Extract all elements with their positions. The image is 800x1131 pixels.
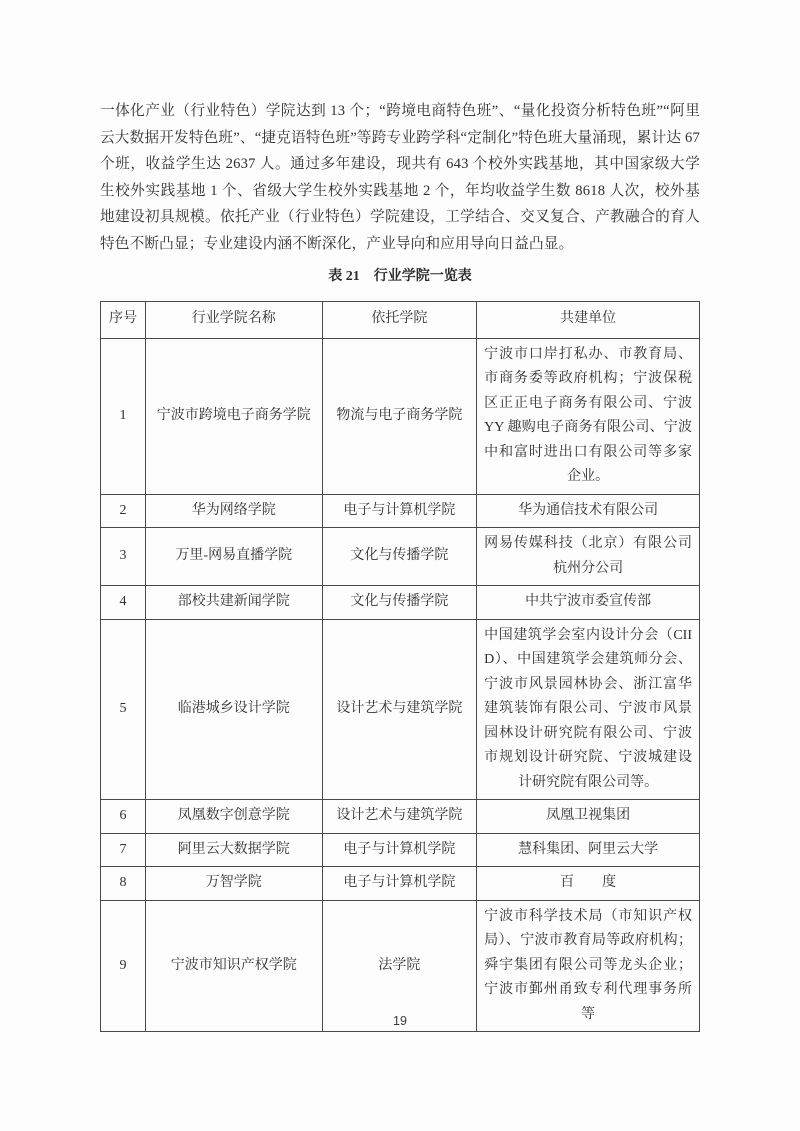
cell-partners: 慧科集团、阿里云大学 xyxy=(477,833,700,867)
cell-host: 法学院 xyxy=(322,900,477,1032)
cell-seq: 5 xyxy=(101,619,146,800)
cell-host: 电子与计算机学院 xyxy=(322,494,477,528)
table-row xyxy=(101,867,700,901)
cell-name: 部校共建新闻学院 xyxy=(145,586,322,620)
cell-partners: 百 度 xyxy=(477,867,700,901)
cell-seq: 4 xyxy=(101,586,146,620)
table-row xyxy=(101,619,700,800)
cell-seq: 3 xyxy=(101,528,146,586)
intro-paragraph: 一体化产业（行业特色）学院达到 13 个；“跨境电商特色班”、“量化投资分析特色班”“阿里云大数据开发特色班”、“捷克语特色班”等跨专业跨学科“定制化”特色班大量涌现，累计达 67 个班，收益学生达 2637 人。通过多年建设，现共有 643 个校外实践基地，其中国家级大学生校外实践基地 1 个、省级大学生校外实践基地 2 个，年均收益学生数 8618 人次，校外基地建设初具规模。依托产业（行业特色）学院建设，工学结合、交叉复合、产教融合的育人特色不断凸显；专业建设内涵不断深化，产业导向和应用导向日益凸显。 xyxy=(100,103,700,252)
cell-seq: 2 xyxy=(101,494,146,528)
cell-seq: 9 xyxy=(101,900,146,1032)
cell-name: 临港城乡设计学院 xyxy=(145,619,322,800)
cell-partners: 宁波市科学技术局（市知识产权局）、宁波市教育局等政府机构；舜宇集团有限公司等龙头企业；宁波市鄞州甬致专利代理事务所等 xyxy=(477,900,700,1032)
cell-partners: 宁波市口岸打私办、市教育局、市商务委等政府机构；宁波保税区正正电子商务有限公司、宁波 YY 趣购电子商务有限公司、宁波中和富时进出口有限公司等多家企业。 xyxy=(477,338,700,494)
cell-partners: 华为通信技术有限公司 xyxy=(477,494,700,528)
col-header-partners: 共建单位 xyxy=(477,301,700,338)
table-row xyxy=(101,900,700,1032)
table-row xyxy=(101,833,700,867)
cell-host: 文化与传播学院 xyxy=(322,528,477,586)
page-number: 19 xyxy=(393,1014,407,1028)
cell-partners: 中共宁波市委宣传部 xyxy=(477,586,700,620)
cell-name: 凤凰数字创意学院 xyxy=(145,800,322,834)
col-header-host: 依托学院 xyxy=(322,301,477,338)
table-row xyxy=(101,528,700,586)
table-header-row xyxy=(101,301,700,338)
cell-name: 万里-网易直播学院 xyxy=(145,528,322,586)
cell-host: 物流与电子商务学院 xyxy=(322,338,477,494)
col-header-seq: 序号 xyxy=(101,301,146,338)
cell-seq: 6 xyxy=(101,800,146,834)
cell-host: 电子与计算机学院 xyxy=(322,867,477,901)
cell-partners: 中国建筑学会室内设计分会（CIID）、中国建筑学会建筑师分会、宁波市风景园林协会、浙江富华建筑装饰有限公司、宁波市风景园林设计研究院有限公司、宁波市规划设计研究院、宁波城建设计研究院有限公司等。 xyxy=(477,619,700,800)
cell-name: 阿里云大数据学院 xyxy=(145,833,322,867)
cell-name: 宁波市跨境电子商务学院 xyxy=(145,338,322,494)
table-row xyxy=(101,800,700,834)
cell-seq: 8 xyxy=(101,867,146,901)
table-caption: 表 21 行业学院一览表 xyxy=(328,268,472,284)
cell-host: 电子与计算机学院 xyxy=(322,833,477,867)
cell-partners: 网易传媒科技（北京）有限公司杭州分公司 xyxy=(477,528,700,586)
cell-name: 万智学院 xyxy=(145,867,322,901)
industry-college-table xyxy=(100,301,700,1033)
cell-name: 宁波市知识产权学院 xyxy=(145,900,322,1032)
table-row xyxy=(101,494,700,528)
cell-partners: 凤凰卫视集团 xyxy=(477,800,700,834)
cell-host: 文化与传播学院 xyxy=(322,586,477,620)
cell-name: 华为网络学院 xyxy=(145,494,322,528)
cell-seq: 1 xyxy=(101,338,146,494)
table-row xyxy=(101,338,700,494)
cell-host: 设计艺术与建筑学院 xyxy=(322,619,477,800)
table-row xyxy=(101,586,700,620)
cell-seq: 7 xyxy=(101,833,146,867)
col-header-name: 行业学院名称 xyxy=(145,301,322,338)
cell-host: 设计艺术与建筑学院 xyxy=(322,800,477,834)
